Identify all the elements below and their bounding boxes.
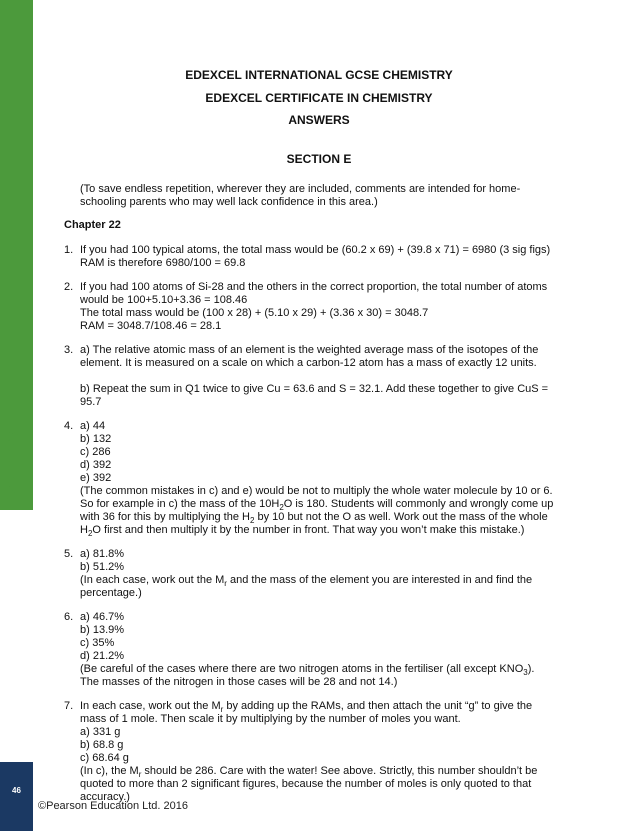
answers-heading: ANSWERS [288,113,350,127]
answer-line: mass of 1 mole. Then scale it by multiplying by the number of moles you want. [80,713,461,725]
answer-line: b) 13.9% [80,624,125,636]
answer-line: c) 286 [80,446,111,458]
answer-line: b) 132 [80,433,112,445]
answer-line: element. It is measured on a scale on which a carbon-12 atom has a mass of exactly 12 units. [80,357,537,369]
answer-line: b) 51.2% [80,561,125,573]
question-number: 5. [64,548,74,560]
copyright-notice: ©Pearson Education Ltd. 2016 [38,800,188,812]
answer-line: (The common mistakes in c) and e) would be not to multiply the whole water molecule by 10 or 6. [80,485,553,497]
answer-line: b) Repeat the sum in Q1 twice to give Cu = 63.6 and S = 32.1. Add these together to give CuS = [80,383,549,395]
sidebar-subject-label [2,470,22,500]
answer-line: (Be careful of the cases where there are two nitrogen atoms in the fertiliser (all except $KNO_3$). [80,663,535,677]
question-5 [64,548,574,600]
answer-line: The total mass would be (100 x 28) + (5.10 x 29) + (3.36 x 30) = 3048.7 [80,307,429,319]
answer-line: (In each case, work out the $M_r$ and the mass of the element you are interested in and find the [80,574,533,588]
answer-line: c) 35% [80,637,115,649]
answer-line: a) The relative atomic mass of an element is the weighted average mass of the isotopes of the [80,344,539,356]
chapter-heading: Chapter 22 [64,219,121,231]
answer-line: a) 81.8% [80,548,125,560]
document-title: EDEXCEL INTERNATIONAL GCSE CHEMISTRY [185,68,453,82]
answer-line: So for example in c) the mass of the $10H_2O$ is 180. Students will commonly and wrongly come up [80,498,554,512]
answer-line: a) 44 [80,420,106,432]
page-number: 46 [12,786,21,795]
answer-line: If you had 100 typical atoms, the total mass would be (60.2 x 69) + (39.8 x 71) = 6980 (3 sig figs) [80,244,551,256]
answer-line: If you had 100 atoms of Si-28 and the others in the correct proportion, the total number of atoms [80,281,548,293]
intro-note-line: (To save endless repetition, wherever they are included, comments are intended for home- [80,183,521,195]
intro-note-line: schooling parents who may well lack confidence in this area.) [80,196,378,208]
answer-line: 95.7 [80,396,102,408]
answer-line: RAM = 3048.7/108.46 = 28.1 [80,320,222,332]
section-heading: SECTION E [286,152,352,166]
answer-line: a) 331 g [80,726,121,738]
answer-line: e) 392 [80,472,112,484]
answer-line: a) 46.7% [80,611,125,623]
answer-line: $H_2O$ first and then multiply it by the number in front. That way you won’t make this mistake.) [80,524,525,538]
answer-line: would be 100+5.10+3.36 = 108.46 [80,294,248,306]
answer-line: percentage.) [80,587,142,599]
question-3 [64,344,574,409]
question-number: 6. [64,611,74,623]
document-subtitle: EDEXCEL CERTIFICATE IN CHEMISTRY [205,91,433,105]
question-6 [64,611,574,689]
intro-note [64,183,574,209]
answer-line: (In c), the $M_r$ should be 286. Care with the water! See above. Strictly, this number shouldn’t be [80,765,538,779]
answer-line: with 36 for this by multiplying the $H_2$ by 10 but not the O as well. Work out the mass of the whole [80,511,548,525]
answer-line: c) 68.64 g [80,752,129,764]
question-2 [64,281,574,333]
question-7 [64,700,574,804]
answer-line: RAM is therefore 6980/100 = 69.8 [80,257,246,269]
answer-line: d) 392 [80,459,112,471]
answer-line: d) 21.2% [80,650,125,662]
answer-line: b) 68.8 g [80,739,124,751]
question-number: 7. [64,700,74,712]
question-4 [64,420,574,537]
page-number-tab [0,762,33,831]
answer-line: In each case, work out the $M_r$ by adding up the RAMs, and then attach the unit “g” to give the [80,700,533,714]
answers-content [64,183,574,815]
answer-line: accuracy.) [80,791,130,803]
answer-line: quoted to more than 2 significant figures, because the number of moles is only quoted to that [80,778,532,790]
answer-line: The masses of the nitrogen in those cases will be 28 and not 14.) [80,676,398,688]
question-number: 2. [64,281,74,293]
question-1 [64,244,574,270]
question-number: 4. [64,420,74,432]
question-number: 3. [64,344,74,356]
question-number: 1. [64,244,74,256]
